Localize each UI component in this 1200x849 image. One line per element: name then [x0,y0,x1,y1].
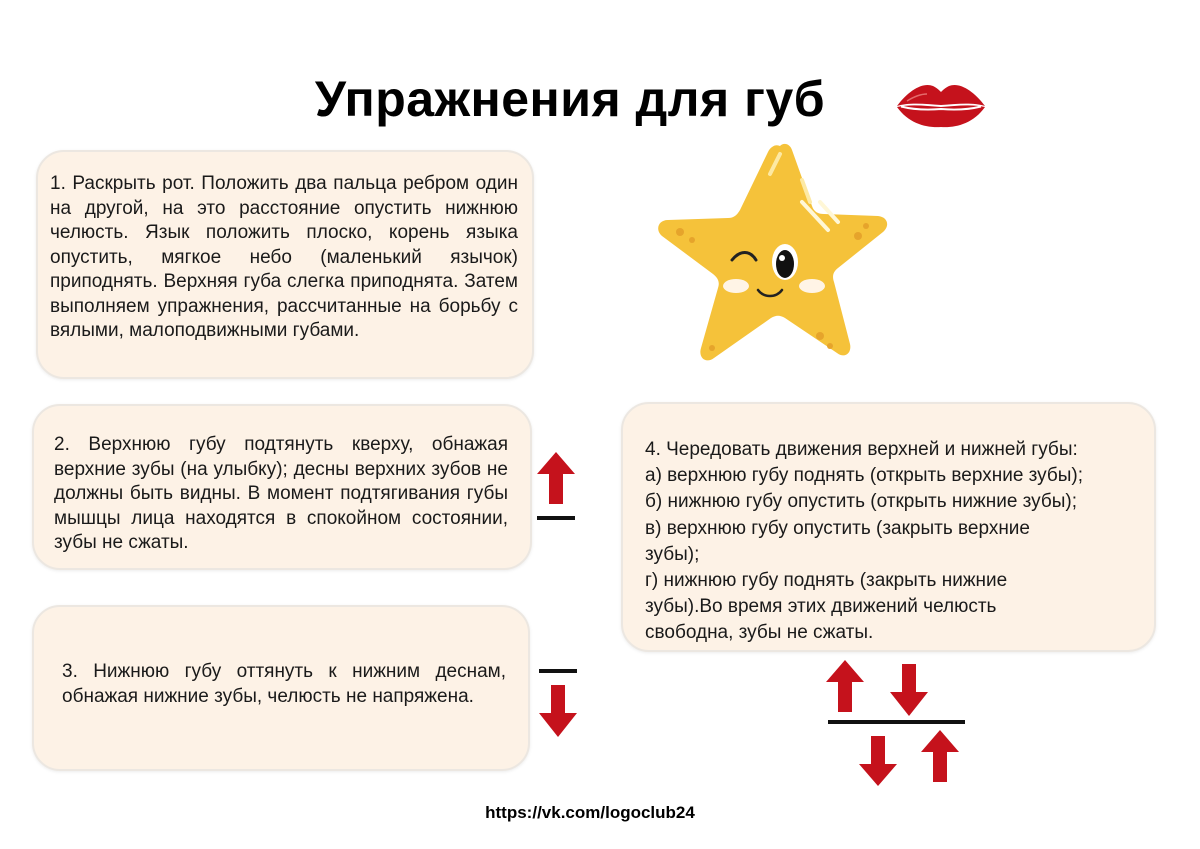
exercise-card-2 [32,404,532,570]
alternating-arrows-icon [820,658,970,790]
exercise-4-line: б) нижнюю губу опустить (открыть нижние зубы); [645,491,1078,513]
exercise-4-line: 4. Чередовать движения верхней и нижней губы: [645,439,1078,460]
arrow-down-icon [859,736,897,786]
footer-link[interactable]: https://vk.com/logoclub24 [485,803,695,822]
arrow-up-icon [921,730,959,782]
baseline-line [537,516,575,520]
exercise-3-text: 3. Нижнюю губу оттянуть к нижним деснам, обнажая нижние зубы, челюсть не напряжена. [62,661,506,707]
arrow-up-icon [826,660,864,712]
exercise-card-3 [32,605,530,771]
exercise-4-line: в) верхнюю губу опустить (закрыть верхние [645,517,1030,539]
arrow-up-icon [533,450,579,525]
exercise-1-text: 1. Раскрыть рот. Положить два пальца ребром один на другой, на это расстояние опустить нижнюю челюсть. Язык положить плоско, корень языка опустить, мягкое небо (маленький язычок) приподнять. Верхняя губа слегка приподнята. Затем выполняем упражнения, рассчитанные на борьбу с вялыми, малоподвижными губами. [50,173,518,341]
arrow-down-icon [890,664,928,716]
baseline-line [828,720,965,724]
exercise-4-line: зубы).Во время этих движений челюсть [645,596,997,618]
exercise-4-line: зубы); [645,543,700,565]
exercise-4-line: свободна, зубы не сжаты. [645,622,874,644]
lips-icon [895,80,987,128]
exercise-2-text: 2. Верхнюю губу подтянуть кверху, обнажая верхние зубы (на улыбку); десны верхних зубов не должны быть видны. В момент подтягивания губы мышцы лица находятся в спокойном состоянии, зубы не сжаты. [54,434,508,553]
exercise-card-4 [621,402,1156,652]
exercise-4-line: а) верхнюю губу поднять (открыть верхние зубы); [645,465,1084,487]
baseline-line [539,669,577,673]
arrow-down-icon [535,665,581,740]
exercise-4-line: г) нижнюю губу поднять (закрыть нижние [645,570,1008,592]
exercise-card-1 [36,150,534,379]
page-title: Упражнения для губ [314,71,826,127]
star-mascot [652,140,892,370]
